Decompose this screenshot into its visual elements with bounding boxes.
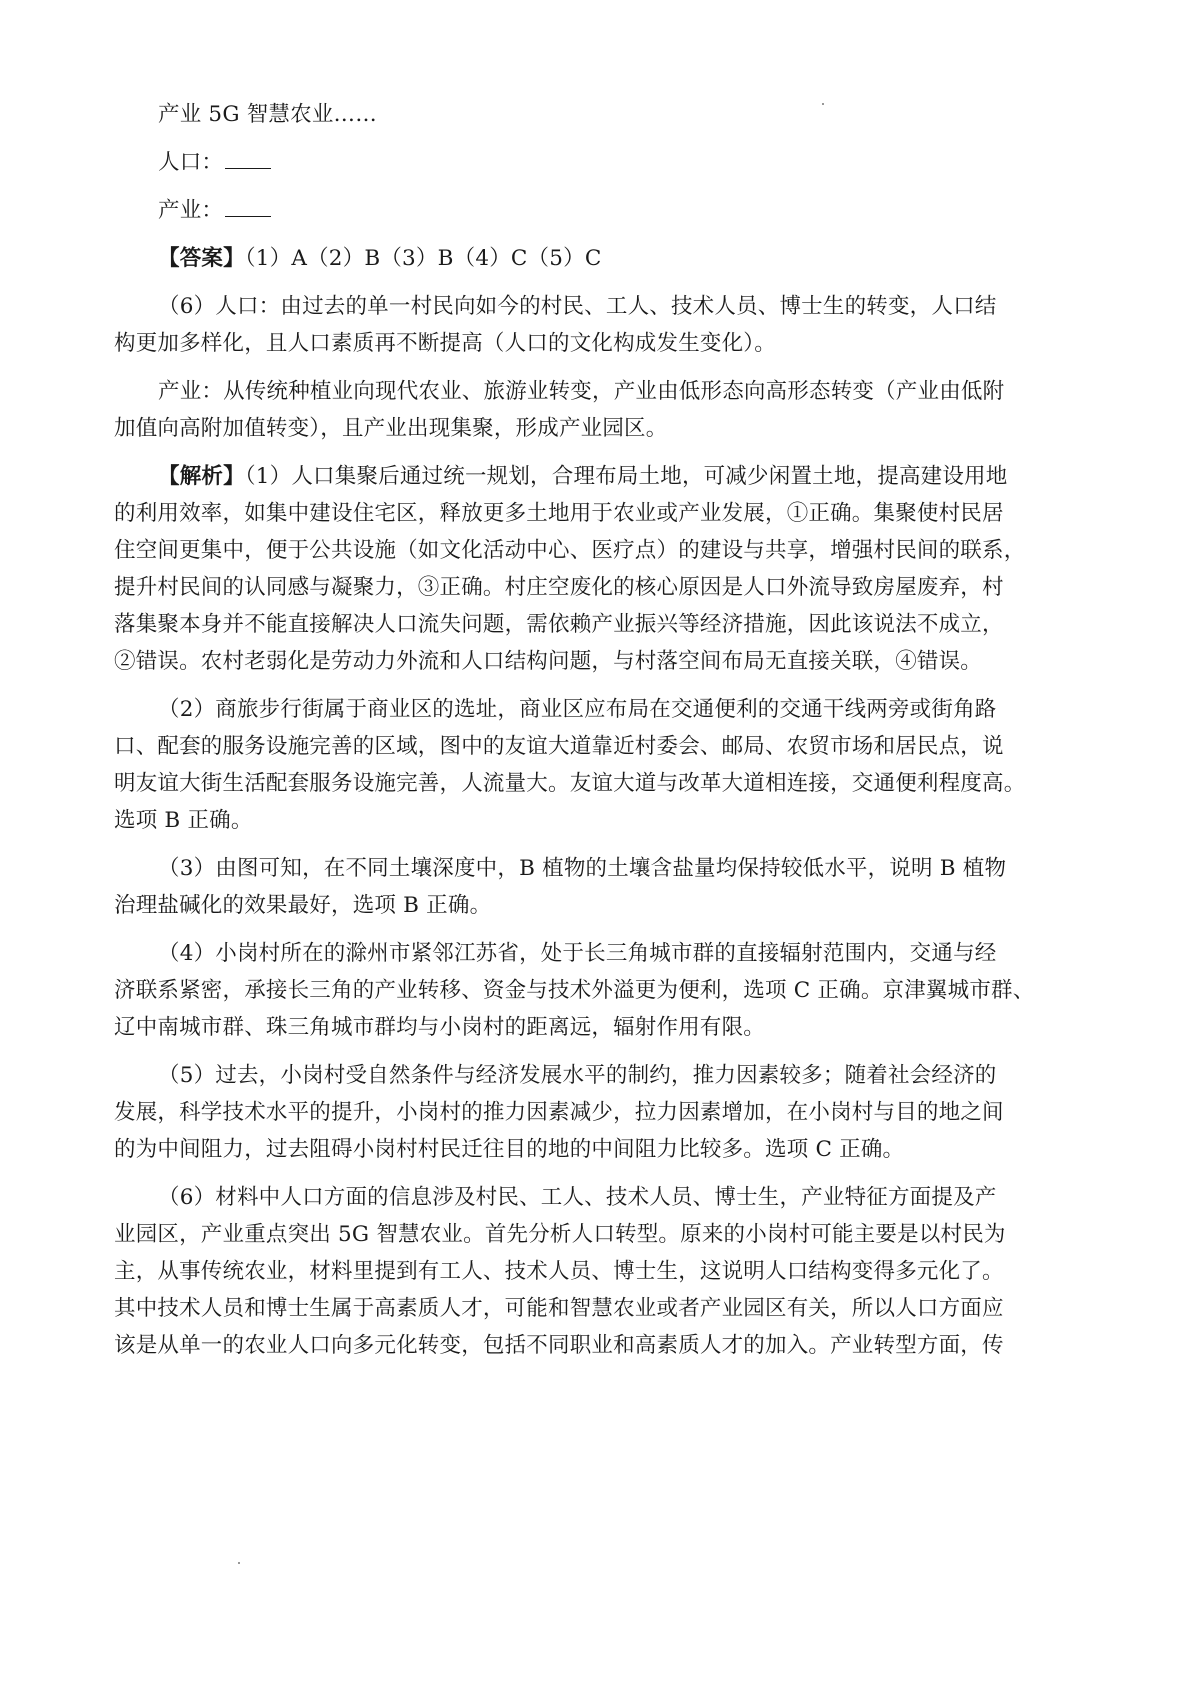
industry-blank xyxy=(225,194,271,217)
answer-choices: （1）A（2）B（3）B（4）C（5）C xyxy=(244,246,602,271)
industry-blank-line xyxy=(114,192,1080,229)
paragraph-line: 加值向高附加值转变），且产业出现集聚，形成产业园区。 xyxy=(114,416,668,441)
population-label: 人口： xyxy=(158,150,224,175)
document-body xyxy=(114,96,1080,1364)
paragraph-line: 住空间更集中，便于公共设施（如文化活动中心、医疗点）的建设与共享，增强村民间的联系， xyxy=(114,538,1026,563)
paragraph-line: 该是从单一的农业人口向多元化转变，包括不同职业和高素质人才的加入。产业转型方面，传 xyxy=(114,1333,1004,1358)
paragraph-line: （2）商旅步行街属于商业区的选址，商业区应布局在交通便利的交通干线两旁或街角路 xyxy=(158,697,997,722)
paragraph-line: 辽中南城市群、珠三角城市群均与小岗村的距离远，辐射作用有限。 xyxy=(114,1015,766,1040)
analysis-6-paragraph xyxy=(114,1179,1080,1364)
paragraph-line: 选项 B 正确。 xyxy=(114,808,253,833)
paragraph-line: （6）材料中人口方面的信息涉及村民、工人、技术人员、博士生，产业特征方面提及产 xyxy=(158,1185,997,1210)
analysis-tag: 【解析】 xyxy=(158,464,245,489)
analysis-2-paragraph xyxy=(114,691,1080,839)
analysis-3-paragraph xyxy=(114,850,1080,924)
paragraph-line: 主，从事传统农业，材料里提到有工人、技术人员、博士生，这说明人口结构变得多元化了。 xyxy=(114,1259,1004,1284)
paragraph-line: 其中技术人员和博士生属于高素质人才，可能和智慧农业或者产业园区有关，所以人口方面应 xyxy=(114,1296,1004,1321)
paragraph-line: 发展，科学技术水平的提升，小岗村的推力因素减少，拉力因素增加，在小岗村与目的地之间 xyxy=(114,1100,1004,1125)
paragraph-line: 的为中间阻力，过去阻碍小岗村村民迁往目的地的中间阻力比较多。选项 C 正确。 xyxy=(114,1137,905,1162)
population-blank-line xyxy=(114,144,1080,181)
paragraph-line: 落集聚本身并不能直接解决人口流失问题，需依赖产业振兴等经济措施，因此该说法不成立， xyxy=(114,612,1004,637)
intro-line: 产业 5G 智慧农业…… xyxy=(158,102,377,127)
population-blank xyxy=(225,146,271,169)
paragraph-line: 提升村民间的认同感与凝聚力，③正确。村庄空废化的核心原因是人口外流导致房屋废弃，村 xyxy=(114,575,1004,600)
paragraph-line: （4）小岗村所在的滁州市紧邻江苏省，处于长三角城市群的直接辐射范围内，交通与经 xyxy=(158,941,997,966)
analysis-4-paragraph xyxy=(114,935,1080,1046)
paragraph-line: 济联系紧密，承接长三角的产业转移、资金与技术外溢更为便利，选项 C 正确。京津翼城市群、 xyxy=(114,978,1035,1003)
paragraph-line: 治理盐碱化的效果最好，选项 B 正确。 xyxy=(114,893,492,918)
paragraph-line: 业园区，产业重点突出 5G 智慧农业。首先分析人口转型。原来的小岗村可能主要是以村民为 xyxy=(114,1222,1006,1247)
paragraph-line: 的利用效率，如集中建设住宅区，释放更多土地用于农业或产业发展，①正确。集聚使村民居 xyxy=(114,501,1004,526)
answer-line xyxy=(114,240,1080,277)
paragraph-line: （6）人口：由过去的单一村民向如今的村民、工人、技术人员、博士生的转变，人口结 xyxy=(158,294,997,319)
paragraph-line: 口、配套的服务设施完善的区域，图中的友谊大道靠近村委会、邮局、农贸市场和居民点，说 xyxy=(114,734,1004,759)
paragraph-line: 产业：从传统种植业向现代农业、旅游业转变，产业由低形态向高形态转变（产业由低附 xyxy=(158,379,1005,404)
answer-tag: 【答案】 xyxy=(158,246,245,271)
paragraph-line xyxy=(114,458,1080,495)
paragraph-line: （3）由图可知，在不同土壤深度中，B 植物的土壤含盐量均保持较低水平，说明 B 植物 xyxy=(158,856,1007,881)
analysis-5-paragraph xyxy=(114,1057,1080,1168)
answer-6-industry-paragraph xyxy=(114,373,1080,447)
industry-label: 产业： xyxy=(158,198,224,223)
paragraph-text: （1）人口集聚后通过统一规划，合理布局土地，可减少闲置土地，提高建设用地 xyxy=(244,464,1008,489)
paragraph-line: ②错误。农村老弱化是劳动力外流和人口结构问题，与村落空间布局无直接关联，④错误。 xyxy=(114,649,983,674)
paragraph-line: （5）过去，小岗村受自然条件与经济发展水平的制约，推力因素较多；随着社会经济的 xyxy=(158,1063,997,1088)
paragraph-line: 构更加多样化，且人口素质再不断提高（人口的文化构成发生变化）。 xyxy=(114,331,776,356)
answer-6-paragraph xyxy=(114,288,1080,362)
paragraph-line: 明友谊大街生活配套服务设施完善，人流量大。友谊大道与改革大道相连接，交通便利程度高。 xyxy=(114,771,1026,796)
scan-speck xyxy=(238,1562,240,1564)
analysis-1-paragraph xyxy=(114,458,1080,680)
